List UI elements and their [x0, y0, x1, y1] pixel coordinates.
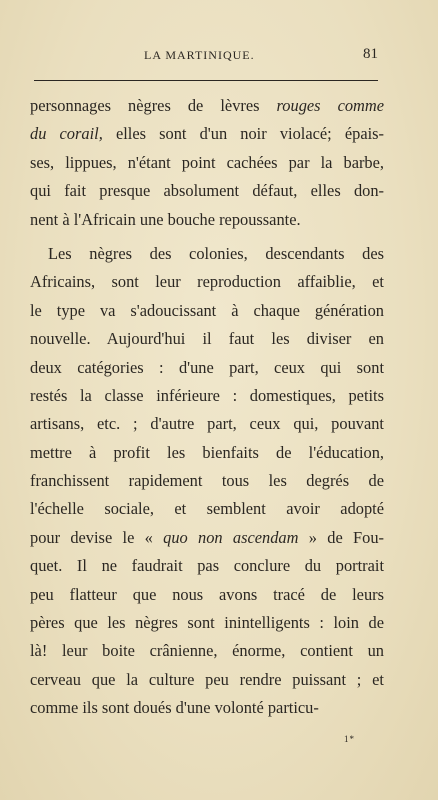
- text-line: [30, 439, 384, 467]
- text-line: [30, 524, 384, 552]
- text-line: [30, 637, 384, 665]
- text-segment: Africains, sont leur reproduction affaiblie, et: [30, 272, 384, 292]
- italic-segment: quo non ascendam: [163, 527, 299, 547]
- text-segment: nouvelle. Aujourd'hui il faut les diviser en: [30, 329, 384, 349]
- text-line: [30, 552, 384, 580]
- running-head: LA MARTINIQUE.: [144, 48, 255, 62]
- page-number: 81: [363, 46, 378, 62]
- text-line: [30, 410, 384, 438]
- text-segment: » de Fou-: [298, 527, 384, 547]
- text-line: [30, 268, 384, 296]
- text-line: [30, 467, 384, 495]
- text-segment: artisans, etc. ; d'autre part, ceux qui, pouvant: [30, 414, 384, 434]
- text-segment: pères que les nègres sont inintelligents : loin de: [30, 613, 384, 633]
- text-line: [30, 177, 384, 205]
- text-line: [30, 149, 384, 177]
- text-segment: cerveau que la culture peu rendre puissant ; et: [30, 669, 384, 689]
- text-segment: elles sont d'un noir violacé; épais-: [102, 124, 384, 144]
- text-line: [30, 354, 384, 382]
- text-segment: peu flatteur que nous avons tracé de leurs: [30, 584, 384, 604]
- text-line: [30, 382, 384, 410]
- text-line: [30, 120, 384, 148]
- text-segment: personnages nègres de lèvres: [30, 96, 277, 115]
- text-segment: qui fait presque absolument défaut, elles don-: [30, 181, 384, 201]
- italic-segment: du corail,: [30, 124, 103, 144]
- paragraph: [30, 92, 384, 234]
- paragraph: [30, 240, 384, 723]
- text-line: [30, 666, 384, 694]
- text-segment: mettre à profit les bienfaits de l'éducation,: [30, 442, 384, 462]
- text-segment: franchissent rapidement tous les degrés de: [30, 471, 384, 491]
- page-header: [34, 46, 378, 66]
- text-segment: pour devise le «: [30, 527, 164, 547]
- body-text: [30, 92, 384, 723]
- text-segment: restés la classe inférieure : domestiques, petits: [30, 385, 384, 405]
- text-line: [30, 240, 384, 268]
- text-line: [30, 694, 384, 722]
- text-segment: deux catégories : d'une part, ceux qui sont: [30, 357, 384, 377]
- text-segment: comme ils sont doués d'une volonté particu-: [30, 698, 319, 718]
- text-line: [30, 609, 384, 637]
- text-line: [30, 581, 384, 609]
- text-segment: ses, lippues, n'étant point cachées par la barbe,: [30, 152, 384, 172]
- header-rule: [34, 80, 378, 81]
- text-line: [30, 325, 384, 353]
- signature-mark: 1*: [344, 734, 355, 744]
- text-segment: le type va s'adoucissant à chaque génération: [30, 300, 384, 320]
- text-line: [30, 495, 384, 523]
- text-line: [30, 92, 384, 120]
- text-segment: nent à l'Africain une bouche repoussante.: [30, 209, 301, 229]
- text-segment: là! leur boite crânienne, énorme, contient un: [30, 641, 384, 661]
- text-line: [30, 297, 384, 325]
- text-segment: l'échelle sociale, et semblent avoir adopté: [30, 499, 384, 519]
- text-segment: quet. Il ne faudrait pas conclure du portrait: [30, 556, 384, 576]
- text-line: [30, 206, 384, 234]
- text-segment: Les nègres des colonies, descendants des: [48, 243, 384, 263]
- italic-segment: rouges comme: [276, 96, 384, 115]
